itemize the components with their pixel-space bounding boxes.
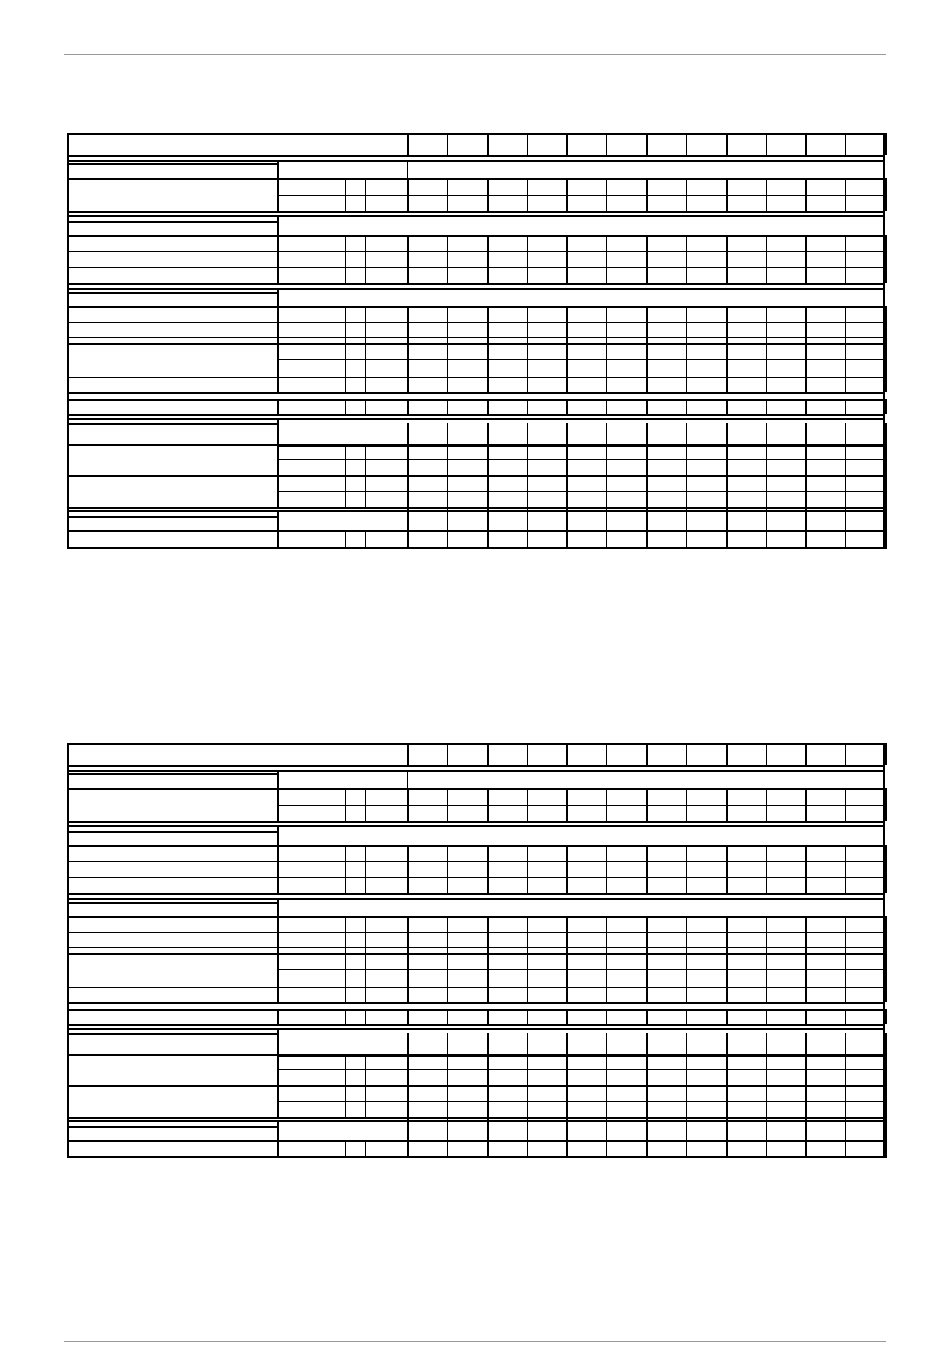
row-rule	[67, 1028, 885, 1030]
col-rule	[487, 788, 489, 821]
row-rule	[67, 392, 885, 394]
col-rule	[845, 1009, 846, 1024]
col-rule	[805, 133, 807, 155]
label-col-rule	[365, 306, 366, 392]
row-rule	[67, 831, 277, 833]
col-rule	[566, 178, 568, 211]
label-col-rule	[277, 788, 279, 821]
col-rule	[845, 306, 846, 392]
row-rule	[67, 267, 885, 268]
label-col-rule	[365, 235, 366, 283]
row-rule	[67, 916, 885, 918]
row-rule	[67, 306, 885, 308]
section-col-rule	[407, 1120, 408, 1140]
row-rule	[277, 446, 885, 447]
col-rule	[766, 845, 767, 893]
col-rule	[766, 306, 767, 392]
col-rule	[646, 178, 648, 211]
col-rule	[527, 788, 528, 821]
col-rule	[407, 399, 409, 414]
row-rule	[67, 516, 277, 518]
row-rule	[277, 359, 885, 360]
col-rule	[527, 306, 528, 392]
label-col-rule	[277, 1009, 279, 1024]
col-rule	[845, 423, 846, 549]
section-col-rule	[277, 510, 279, 530]
col-rule	[686, 916, 687, 1002]
row-rule	[277, 805, 885, 806]
row-rule	[67, 1117, 885, 1119]
col-rule	[527, 235, 528, 283]
label-col-rule	[345, 178, 346, 211]
col-rule	[726, 399, 728, 414]
label-col-rule	[345, 444, 346, 507]
row-rule	[67, 547, 885, 549]
label-col-rule	[365, 916, 366, 1002]
col-rule	[845, 743, 846, 765]
label-col-rule	[345, 306, 346, 392]
label-col-rule	[277, 916, 279, 1002]
col-rule	[447, 916, 448, 1002]
table-border-left	[67, 743, 69, 1158]
row-rule	[67, 825, 885, 827]
col-rule	[766, 743, 767, 765]
col-rule	[726, 178, 728, 211]
data-table-1	[67, 133, 885, 549]
col-rule	[885, 399, 887, 414]
col-rule	[646, 845, 648, 893]
col-rule	[885, 743, 887, 765]
section-col-rule	[407, 160, 408, 178]
row-rule	[67, 821, 885, 823]
col-rule	[726, 743, 728, 765]
col-rule	[885, 133, 887, 155]
col-rule	[606, 1009, 607, 1024]
row-rule	[277, 195, 885, 196]
col-rule	[487, 133, 489, 155]
row-rule	[67, 530, 885, 532]
col-rule	[686, 788, 687, 821]
col-rule	[447, 178, 448, 211]
col-rule	[845, 788, 846, 821]
row-rule	[67, 251, 885, 252]
col-rule	[686, 178, 687, 211]
col-rule	[527, 916, 528, 1002]
col-rule	[766, 423, 767, 549]
col-rule	[527, 845, 528, 893]
col-rule	[527, 423, 528, 549]
col-rule	[726, 845, 728, 893]
label-col-rule	[277, 1140, 279, 1158]
col-rule	[726, 1009, 728, 1024]
col-rule	[527, 1009, 528, 1024]
row-rule	[67, 507, 885, 509]
col-rule	[407, 743, 409, 765]
row-rule	[277, 1056, 885, 1057]
table-grid	[67, 133, 885, 549]
col-rule	[686, 423, 687, 549]
row-rule	[277, 1069, 885, 1070]
label-col-rule	[365, 399, 366, 414]
row-rule	[67, 155, 885, 157]
col-rule	[766, 133, 767, 155]
row-rule	[67, 221, 277, 223]
col-rule	[766, 1033, 767, 1158]
row-rule	[67, 163, 277, 165]
col-rule	[487, 235, 489, 283]
col-rule	[407, 1009, 409, 1024]
col-rule	[726, 133, 728, 155]
col-rule	[805, 423, 807, 549]
label-col-rule	[277, 306, 279, 392]
col-rule	[447, 845, 448, 893]
row-rule	[67, 1156, 885, 1158]
col-rule	[845, 178, 846, 211]
col-rule	[766, 916, 767, 1002]
section-col-rule	[277, 215, 279, 235]
row-rule	[67, 510, 885, 512]
col-rule	[766, 399, 767, 414]
row-rule	[67, 215, 885, 217]
col-rule	[447, 1033, 448, 1158]
label-col-rule	[277, 530, 279, 549]
col-rule	[566, 845, 568, 893]
col-rule	[646, 1009, 648, 1024]
row-rule	[67, 414, 885, 416]
label-col-rule	[365, 788, 366, 821]
label-col-rule	[277, 444, 279, 507]
col-rule	[606, 916, 607, 1002]
col-rule	[646, 788, 648, 821]
col-rule	[845, 235, 846, 283]
col-rule	[606, 743, 607, 765]
label-col-rule	[345, 916, 346, 1002]
footer-rule	[64, 1341, 886, 1342]
col-rule	[805, 235, 807, 283]
col-rule	[487, 306, 489, 392]
col-rule	[805, 743, 807, 765]
col-rule	[686, 845, 687, 893]
row-rule	[67, 211, 885, 213]
row-rule	[67, 861, 885, 862]
row-rule	[67, 160, 885, 162]
col-rule	[885, 423, 887, 549]
col-rule	[527, 1033, 528, 1158]
col-rule	[566, 1009, 568, 1024]
row-rule	[67, 845, 885, 847]
label-col-rule	[365, 845, 366, 893]
col-rule	[885, 1033, 887, 1158]
col-rule	[566, 133, 568, 155]
row-rule	[277, 789, 885, 790]
label-col-rule	[345, 1140, 346, 1158]
section-col-rule	[407, 770, 408, 788]
col-rule	[686, 1033, 687, 1158]
label-col-rule	[345, 1054, 346, 1117]
col-rule	[766, 1009, 767, 1024]
row-rule	[67, 1002, 885, 1004]
col-rule	[646, 235, 648, 283]
row-rule	[67, 893, 885, 895]
row-rule	[67, 932, 885, 933]
col-rule	[606, 1033, 607, 1158]
row-rule	[277, 491, 885, 492]
col-rule	[686, 133, 687, 155]
col-rule	[487, 1033, 489, 1158]
col-rule	[686, 399, 687, 414]
row-rule	[67, 475, 885, 477]
col-rule	[447, 423, 448, 549]
col-rule	[726, 306, 728, 392]
col-rule	[487, 399, 489, 414]
row-rule	[277, 969, 885, 970]
col-rule	[726, 916, 728, 1002]
col-rule	[407, 845, 409, 893]
col-rule	[845, 133, 846, 155]
col-rule	[407, 235, 409, 283]
row-rule	[67, 1033, 277, 1035]
col-rule	[686, 235, 687, 283]
row-rule	[67, 288, 885, 290]
col-rule	[805, 845, 807, 893]
col-rule	[646, 133, 648, 155]
label-col-rule	[365, 1054, 366, 1117]
col-rule	[885, 788, 887, 821]
section-col-rule	[277, 1120, 279, 1140]
col-rule	[805, 178, 807, 211]
col-rule	[487, 178, 489, 211]
col-rule	[447, 399, 448, 414]
col-rule	[527, 178, 528, 211]
section-col-rule	[407, 510, 408, 530]
col-rule	[646, 1033, 648, 1158]
label-col-rule	[365, 530, 366, 549]
col-rule	[805, 788, 807, 821]
row-rule	[67, 953, 885, 955]
col-rule	[686, 306, 687, 392]
section-col-rule	[277, 825, 279, 845]
col-rule	[845, 845, 846, 893]
row-rule	[67, 235, 885, 237]
row-rule	[67, 987, 885, 988]
row-rule	[67, 292, 277, 294]
col-rule	[606, 133, 607, 155]
row-rule	[67, 1126, 277, 1128]
col-rule	[566, 423, 568, 549]
col-rule	[805, 1009, 807, 1024]
col-rule	[646, 306, 648, 392]
col-rule	[646, 399, 648, 414]
row-rule	[67, 1140, 885, 1142]
row-rule	[67, 418, 885, 420]
label-col-rule	[277, 845, 279, 893]
col-rule	[686, 743, 687, 765]
label-col-rule	[345, 1009, 346, 1024]
label-col-rule	[277, 399, 279, 414]
col-rule	[606, 178, 607, 211]
row-rule	[67, 743, 885, 745]
row-rule	[277, 179, 885, 180]
col-rule	[686, 1009, 687, 1024]
col-rule	[566, 1033, 568, 1158]
label-col-rule	[365, 444, 366, 507]
label-col-rule	[365, 1009, 366, 1024]
section-col-rule	[277, 898, 279, 916]
col-rule	[487, 423, 489, 549]
col-rule	[527, 133, 528, 155]
row-rule	[67, 283, 885, 285]
col-rule	[566, 235, 568, 283]
col-rule	[726, 788, 728, 821]
row-rule	[67, 343, 885, 345]
col-rule	[845, 916, 846, 1002]
row-rule	[67, 1009, 885, 1011]
col-rule	[566, 788, 568, 821]
col-rule	[447, 133, 448, 155]
data-table-2	[67, 743, 885, 1158]
col-rule	[726, 423, 728, 549]
col-rule	[407, 133, 409, 155]
col-rule	[606, 306, 607, 392]
col-rule	[407, 178, 409, 211]
label-col-rule	[345, 788, 346, 821]
label-col-rule	[277, 1054, 279, 1117]
col-rule	[487, 743, 489, 765]
header-rule	[64, 54, 886, 55]
row-rule	[67, 773, 277, 775]
row-rule	[67, 423, 277, 425]
col-rule	[447, 306, 448, 392]
col-rule	[726, 235, 728, 283]
table-border-left	[67, 133, 69, 549]
col-rule	[606, 235, 607, 283]
col-rule	[566, 399, 568, 414]
col-rule	[566, 743, 568, 765]
col-rule	[566, 306, 568, 392]
col-rule	[606, 399, 607, 414]
col-rule	[646, 743, 648, 765]
label-col-rule	[365, 178, 366, 211]
col-rule	[447, 235, 448, 283]
col-rule	[447, 1009, 448, 1024]
section-col-rule	[277, 288, 279, 306]
col-rule	[885, 178, 887, 211]
row-rule	[67, 902, 277, 904]
label-col-rule	[365, 1140, 366, 1158]
col-rule	[407, 916, 409, 1002]
row-rule	[67, 770, 885, 772]
row-rule	[67, 765, 885, 767]
col-rule	[766, 788, 767, 821]
col-rule	[646, 916, 648, 1002]
label-col-rule	[345, 399, 346, 414]
section-col-rule	[277, 770, 279, 788]
col-rule	[606, 845, 607, 893]
col-rule	[407, 788, 409, 821]
label-col-rule	[345, 530, 346, 549]
col-rule	[487, 916, 489, 1002]
col-rule	[845, 399, 846, 414]
col-rule	[527, 743, 528, 765]
col-rule	[805, 399, 807, 414]
row-rule	[67, 1085, 885, 1087]
row-rule	[67, 947, 885, 948]
row-rule	[67, 399, 885, 401]
label-col-rule	[345, 235, 346, 283]
row-rule	[67, 877, 885, 878]
col-rule	[487, 845, 489, 893]
col-rule	[527, 399, 528, 414]
col-rule	[646, 423, 648, 549]
col-rule	[885, 235, 887, 283]
col-rule	[845, 1033, 846, 1158]
section-col-rule	[277, 418, 279, 444]
col-rule	[407, 423, 409, 549]
col-rule	[407, 306, 409, 392]
row-rule	[67, 1024, 885, 1026]
col-rule	[487, 1009, 489, 1024]
row-rule	[67, 133, 885, 135]
section-col-rule	[277, 1028, 279, 1054]
row-rule	[277, 1101, 885, 1102]
section-col-rule	[277, 160, 279, 178]
col-rule	[447, 743, 448, 765]
row-rule	[67, 898, 885, 900]
label-col-rule	[345, 845, 346, 893]
row-rule	[67, 337, 885, 338]
col-rule	[885, 916, 887, 1002]
label-col-rule	[277, 178, 279, 211]
row-rule	[67, 1120, 885, 1122]
label-col-rule	[277, 235, 279, 283]
col-rule	[805, 916, 807, 1002]
col-rule	[805, 306, 807, 392]
col-rule	[885, 306, 887, 392]
row-rule	[277, 459, 885, 460]
col-rule	[606, 423, 607, 549]
col-rule	[885, 845, 887, 893]
col-rule	[726, 1033, 728, 1158]
col-rule	[805, 1033, 807, 1158]
col-rule	[885, 1009, 887, 1024]
col-rule	[606, 788, 607, 821]
col-rule	[447, 788, 448, 821]
col-rule	[566, 916, 568, 1002]
row-rule	[67, 377, 885, 378]
table-grid	[67, 743, 885, 1158]
col-rule	[766, 235, 767, 283]
col-rule	[766, 178, 767, 211]
row-rule	[67, 322, 885, 323]
